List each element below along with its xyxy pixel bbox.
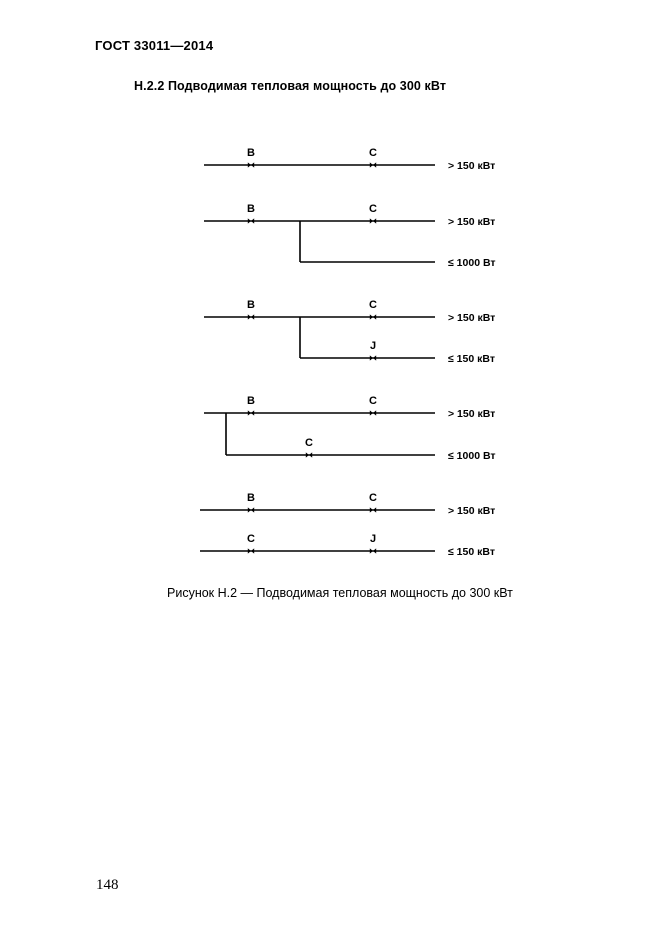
valve-label: C — [369, 147, 377, 159]
valve-symbol — [248, 218, 254, 223]
valve-label: B — [247, 492, 255, 504]
valve-symbol — [306, 452, 312, 457]
power-label: > 150 кВт — [448, 160, 496, 172]
valve-symbol — [370, 162, 376, 167]
diagram-row-1 — [204, 147, 495, 172]
valve-label: C — [305, 437, 313, 449]
power-label: ≤ 1000 Вт — [448, 257, 496, 269]
valve-symbol — [370, 314, 376, 319]
valve-symbol — [370, 355, 376, 360]
figure-caption: Рисунок Н.2 — Подводимая тепловая мощность до 300 кВт — [167, 586, 513, 600]
valve-label: J — [369, 340, 377, 352]
valve-label: C — [369, 299, 377, 311]
power-label: > 150 кВт — [448, 312, 496, 324]
valve-symbol — [248, 507, 254, 512]
valve-label: C — [369, 395, 377, 407]
valve-label: C — [369, 203, 377, 215]
valve-label: J — [369, 533, 377, 545]
valve-symbol — [248, 162, 254, 167]
power-label: > 150 кВт — [448, 216, 496, 228]
valve-label: C — [247, 533, 255, 545]
power-label: > 150 кВт — [448, 505, 496, 517]
diagram-row-6 — [200, 533, 495, 558]
diagram-row-3 — [204, 299, 495, 365]
section-title: Н.2.2 Подводимая тепловая мощность до 300 кВт — [134, 79, 447, 93]
valve-label: B — [247, 203, 255, 215]
diagram-row-5 — [200, 492, 495, 517]
diagram-row-4 — [204, 395, 496, 462]
valve-symbol — [370, 548, 376, 553]
valve-label: B — [247, 147, 255, 159]
power-label: ≤ 150 кВт — [448, 353, 495, 365]
page-number: 148 — [96, 877, 119, 893]
document-header: ГОСТ 33011—2014 — [95, 38, 214, 53]
power-label: > 150 кВт — [448, 408, 496, 420]
valve-label: B — [247, 299, 255, 311]
power-label: ≤ 150 кВт — [448, 546, 495, 558]
valve-symbol — [370, 507, 376, 512]
valve-symbol — [248, 410, 254, 415]
valve-symbol — [370, 218, 376, 223]
valve-symbol — [248, 548, 254, 553]
diagram-row-2 — [204, 203, 496, 269]
valve-label: B — [247, 395, 255, 407]
valve-label: C — [369, 492, 377, 504]
valve-symbol — [370, 410, 376, 415]
power-label: ≤ 1000 Вт — [448, 450, 496, 462]
valve-symbol — [248, 314, 254, 319]
